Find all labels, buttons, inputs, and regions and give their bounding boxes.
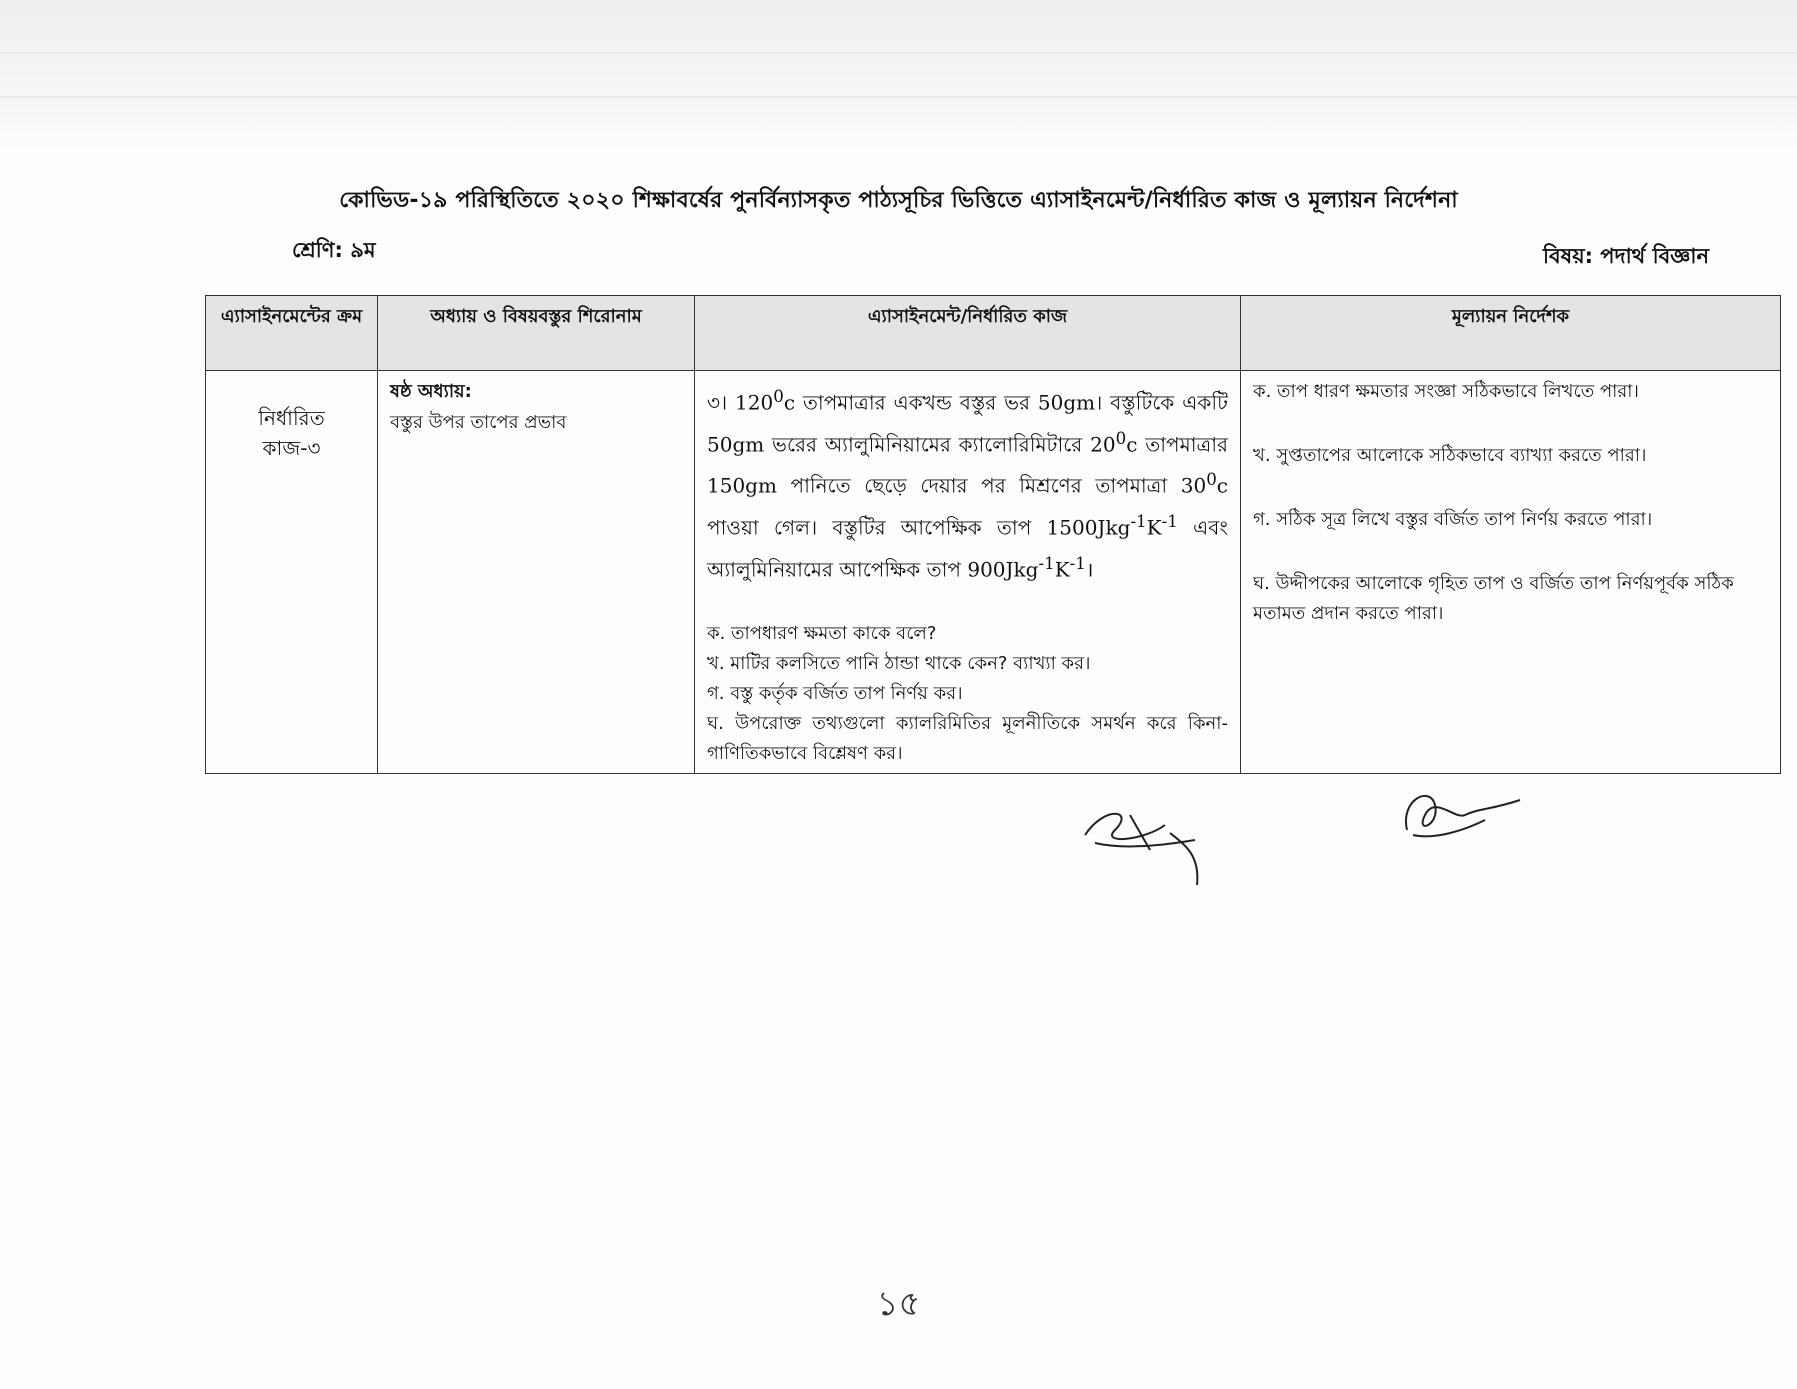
- criterion: ঘ. উদ্দীপকের আলোকে গৃহিত তাপ ও বর্জিত তাপ নির্ণয়পূর্বক সঠিক মতামত প্রদান করতে পারা।: [1253, 573, 1734, 624]
- header-task: এ্যাসাইনমেন্ট/নির্ধারিত কাজ: [695, 296, 1241, 371]
- signature-2: [1395, 780, 1525, 850]
- scan-artifact-line: [0, 96, 1797, 98]
- task-question: গ. বস্তু কর্তৃক বর্জিত তাপ নির্ণয় কর।: [707, 683, 963, 705]
- table-row: [206, 371, 1781, 774]
- task-question: ক. তাপধারণ ক্ষমতা কাকে বলে?: [707, 623, 937, 645]
- serial-cell: [206, 371, 378, 774]
- table-header-row: [206, 296, 1781, 371]
- serial-line-2: কাজ-৩: [262, 436, 321, 460]
- chapter-subtitle: বস্তুর উপর তাপের প্রভাব: [390, 412, 567, 433]
- criterion: খ. সুপ্ততাপের আলোকে সঠিকভাবে ব্যাখ্যা করতে পারা।: [1253, 445, 1647, 466]
- header-serial: এ্যাসাইনমেন্টের ক্রম: [206, 296, 378, 371]
- task-superscript: 0: [773, 387, 784, 406]
- task-superscript: 0: [1206, 470, 1217, 490]
- scan-artifact-line: [0, 52, 1797, 54]
- task-superscript: -1: [1161, 511, 1178, 531]
- task-superscript: 0: [1115, 428, 1127, 448]
- task-text: c তাপমাত্রার একখন্ড বস্তুর ভর 50gm। বস্তুটিকে একটি 50gm ভরের অ্যালুমিনিয়ামের ক্যালোরিমিটারে 20: [707, 390, 1228, 457]
- task-text: c তাপমাত্রার 150gm পানিতে ছেড়ে দেয়ার পর মিশ্রণের তাপমাত্রা 30: [707, 432, 1229, 498]
- chapter-cell: [378, 371, 695, 774]
- task-text: এবং অ্যালুমিনিয়ামের আপেক্ষিক তাপ 900Jkg: [707, 515, 1228, 582]
- task-text: ৩। 120: [707, 390, 774, 415]
- chapter-title: ষষ্ঠ অধ্যায়:: [390, 381, 472, 402]
- task-superscript: -1: [1038, 553, 1055, 573]
- task-text: K: [1146, 515, 1162, 540]
- task-stimulus: [707, 379, 1228, 587]
- scan-shadow-band: [0, 0, 1797, 150]
- task-text: K: [1054, 557, 1070, 582]
- task-question: ঘ. উপরোক্ত তথ্যগুলো ক্যালরিমিতির মূলনীতিকে সমর্থন করে কিনা- গাণিতিকভাবে বিশ্লেষণ কর।: [707, 713, 1228, 765]
- task-question: খ. মাটির কলসিতে পানি ঠান্ডা থাকে কেন? ব্যাখ্যা কর।: [707, 653, 1091, 675]
- header-chapter: অধ্যায় ও বিষয়বস্তুর শিরোনাম: [378, 296, 695, 371]
- header-criteria: মূল্যায়ন নির্দেশক: [1241, 296, 1781, 371]
- criteria-cell: [1241, 371, 1781, 774]
- task-text: ।: [1085, 557, 1094, 582]
- page-number: ১৫: [876, 1284, 921, 1324]
- task-superscript: -1: [1069, 553, 1086, 573]
- serial-line-1: নির্ধারিত: [258, 406, 325, 430]
- document-title: কোভিড-১৯ পরিস্থিতিতে ২০২০ শিক্ষাবর্ষের পুনর্বিন্যাসকৃত পাঠ্যসূচির ভিত্তিতে এ্যাসাইনমেন্ট/নির্ধারিত কাজ ও মূল্যায়ন নির্দেশনা: [339, 188, 1458, 213]
- signature-1: [1075, 795, 1215, 890]
- class-label: শ্রেণি: ৯ম: [292, 238, 376, 262]
- subject-label: বিষয়: পদার্থ বিজ্ঞান: [1542, 244, 1709, 268]
- assignment-table: [205, 295, 1781, 774]
- task-cell: [695, 371, 1241, 774]
- criterion: গ. সঠিক সূত্র লিখে বস্তুর বর্জিত তাপ নির্ণয় করতে পারা।: [1253, 509, 1653, 530]
- criterion: ক. তাপ ধারণ ক্ষমতার সংজ্ঞা সঠিকভাবে লিখতে পারা।: [1253, 381, 1639, 402]
- task-superscript: -1: [1130, 511, 1147, 531]
- task-text: c পাওয়া গেল। বস্তুটির আপেক্ষিক তাপ 1500Jkg: [707, 473, 1228, 540]
- task-questions: [707, 619, 1228, 769]
